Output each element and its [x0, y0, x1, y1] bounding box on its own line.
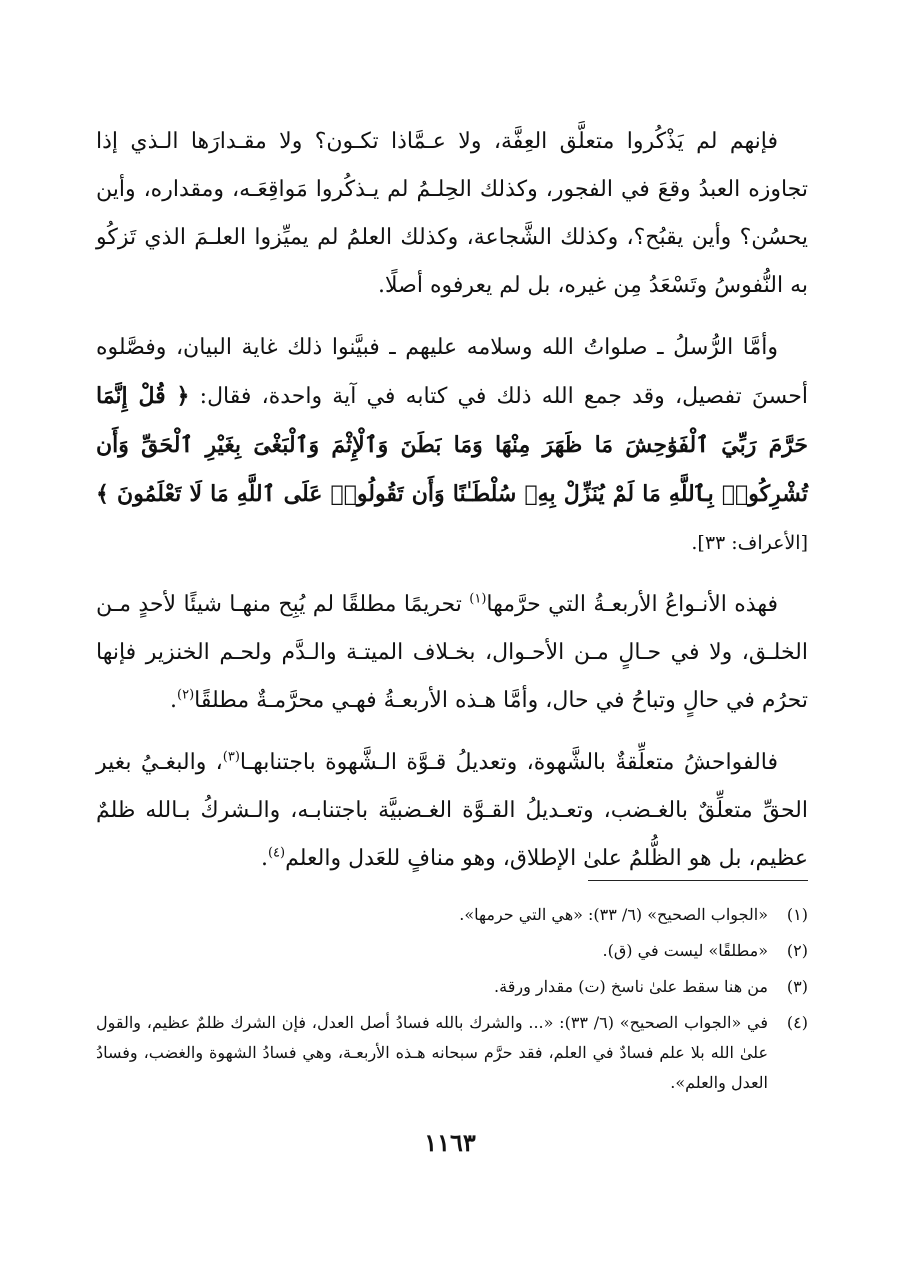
- footnote-number: (٣): [786, 977, 808, 996]
- footnote-ref-2[interactable]: (٢): [177, 687, 195, 703]
- paragraph-3-part2: تحريمًا مطلقًا لم يُبِح منهـا شيئًا لأحدٍ مـن الخلـق، ولا في حـالٍ مـن الأحـوال، بخـلاف الميتـة والـدَّم ولحـم الخنزير فإنها تحرُم في حالٍ وتباحُ في حال، وأمَّا هـذه الأربعـةُ فهـي محرَّمـةٌ مطلقًا: [96, 592, 808, 713]
- footnote-rule: [588, 880, 808, 881]
- quran-verse: ﴿ قُلْ إِنَّمَا حَرَّمَ رَبِّيَ ٱلْفَوَٰحِشَ مَا ظَهَرَ مِنْهَا وَمَا بَطَنَ وَٱلْإِثْمَ وَٱلْبَغْىَ بِغَيْرِ ٱلْحَقِّ وَأَن تُشْرِكُوا۟ بِٱللَّهِ مَا لَمْ يُنَزِّلْ بِهِۦ سُلْطَـٰنًا وَأَن تَقُولُوا۟ عَلَى ٱللَّهِ مَا لَا تَعْلَمُونَ ﴾: [96, 383, 808, 507]
- paragraph-3-part3: .: [170, 688, 178, 713]
- paragraph-4-part1: فالفواحشُ متعلِّقةٌ بالشَّهوة، وتعديلُ قـوَّة الـشَّهوة باجتنابهـا: [239, 750, 778, 775]
- footnote-1: [96, 900, 808, 930]
- paragraph-4-part3: .: [260, 846, 268, 871]
- footnotes: [96, 900, 808, 1104]
- paragraph-2: [96, 324, 808, 567]
- verse-reference: [الأعراف: ٣٣].: [691, 532, 808, 554]
- paragraph-4-part2: ، والبغـيُ بغير الحقِّ متعلِّقٌ بالغـضب، وتعـديلُ القـوَّة الغـضبيَّة باجتنابـه، والـشركُ بـالله ظلمٌ عظيم، بل هو الظُّلمُ علىٰ الإطلاق، وهو منافٍ للعَدل والعلم: [96, 750, 808, 871]
- footnote-3: [96, 972, 808, 1002]
- footnote-number: (٤): [786, 1013, 808, 1032]
- page-number: ١١٦٣: [424, 1128, 476, 1157]
- paragraph-4: [96, 739, 808, 883]
- footnote-ref-3[interactable]: (٣): [222, 749, 240, 765]
- paragraph-1: [96, 118, 808, 310]
- paragraph-1-text: فإنهم لم يَذْكُروا متعلَّق العِفَّة، ولا عـمَّاذا تكـون؟ ولا مقـدارَها الـذي إذا تجاوزه العبدُ وقعَ في الفجور، وكذلك الحِلـمُ لم يـذكُروا مَواقِعَـه، ومقداره، وأين يحسُن؟ وأين يقبُح؟، وكذلك الشَّجاعة، وكذلك العلمُ لم يميِّزوا العلـمَ الذي تَزكُو به النُّفوسُ وتَسْعَدُ مِن غيره، بل لم يعرفوه أصلًا.: [96, 129, 808, 298]
- paragraph-2-intro: وأمَّا الرُّسلُ ـ صلواتُ الله وسلامه عليهم ـ فبيَّنوا ذلك غاية البيان، وفصَّلوه أحسنَ تفصيل، وقد جمع الله ذلك في كتابه في آية واحدة، فقال:: [96, 335, 808, 409]
- paragraph-3: [96, 581, 808, 725]
- footnote-ref-4[interactable]: (٤): [267, 845, 286, 861]
- footnote-ref-1[interactable]: (١): [469, 591, 487, 607]
- main-text: [96, 118, 808, 897]
- footnote-number: (١): [786, 905, 808, 924]
- footnote-text: «مطلقًا» ليست في (ق).: [602, 941, 768, 960]
- footnote-2: [96, 936, 808, 966]
- footnote-4: [96, 1008, 808, 1098]
- footnote-text: من هنا سقط علىٰ ناسخ (ت) مقدار ورقة.: [494, 977, 768, 996]
- footnote-number: (٢): [786, 941, 808, 960]
- footnote-text: «الجواب الصحيح» (٦/ ٣٣): «هي التي حرمها».: [459, 905, 768, 924]
- footnote-text: في «الجواب الصحيح» (٦/ ٣٣): «... والشرك بالله فسادُ أصل العدل، فإن الشرك ظلمٌ عظيم، والقول علىٰ الله بلا علم فسادٌ في العلم، فقد حرَّم سبحانه هـذه الأربعـة، وهي فسادُ الشهوة والغضب، وفسادُ العدل والعلم».: [96, 1013, 768, 1092]
- paragraph-3-part1: فهذه الأنـواعُ الأربعـةُ التي حرَّمها: [486, 592, 778, 617]
